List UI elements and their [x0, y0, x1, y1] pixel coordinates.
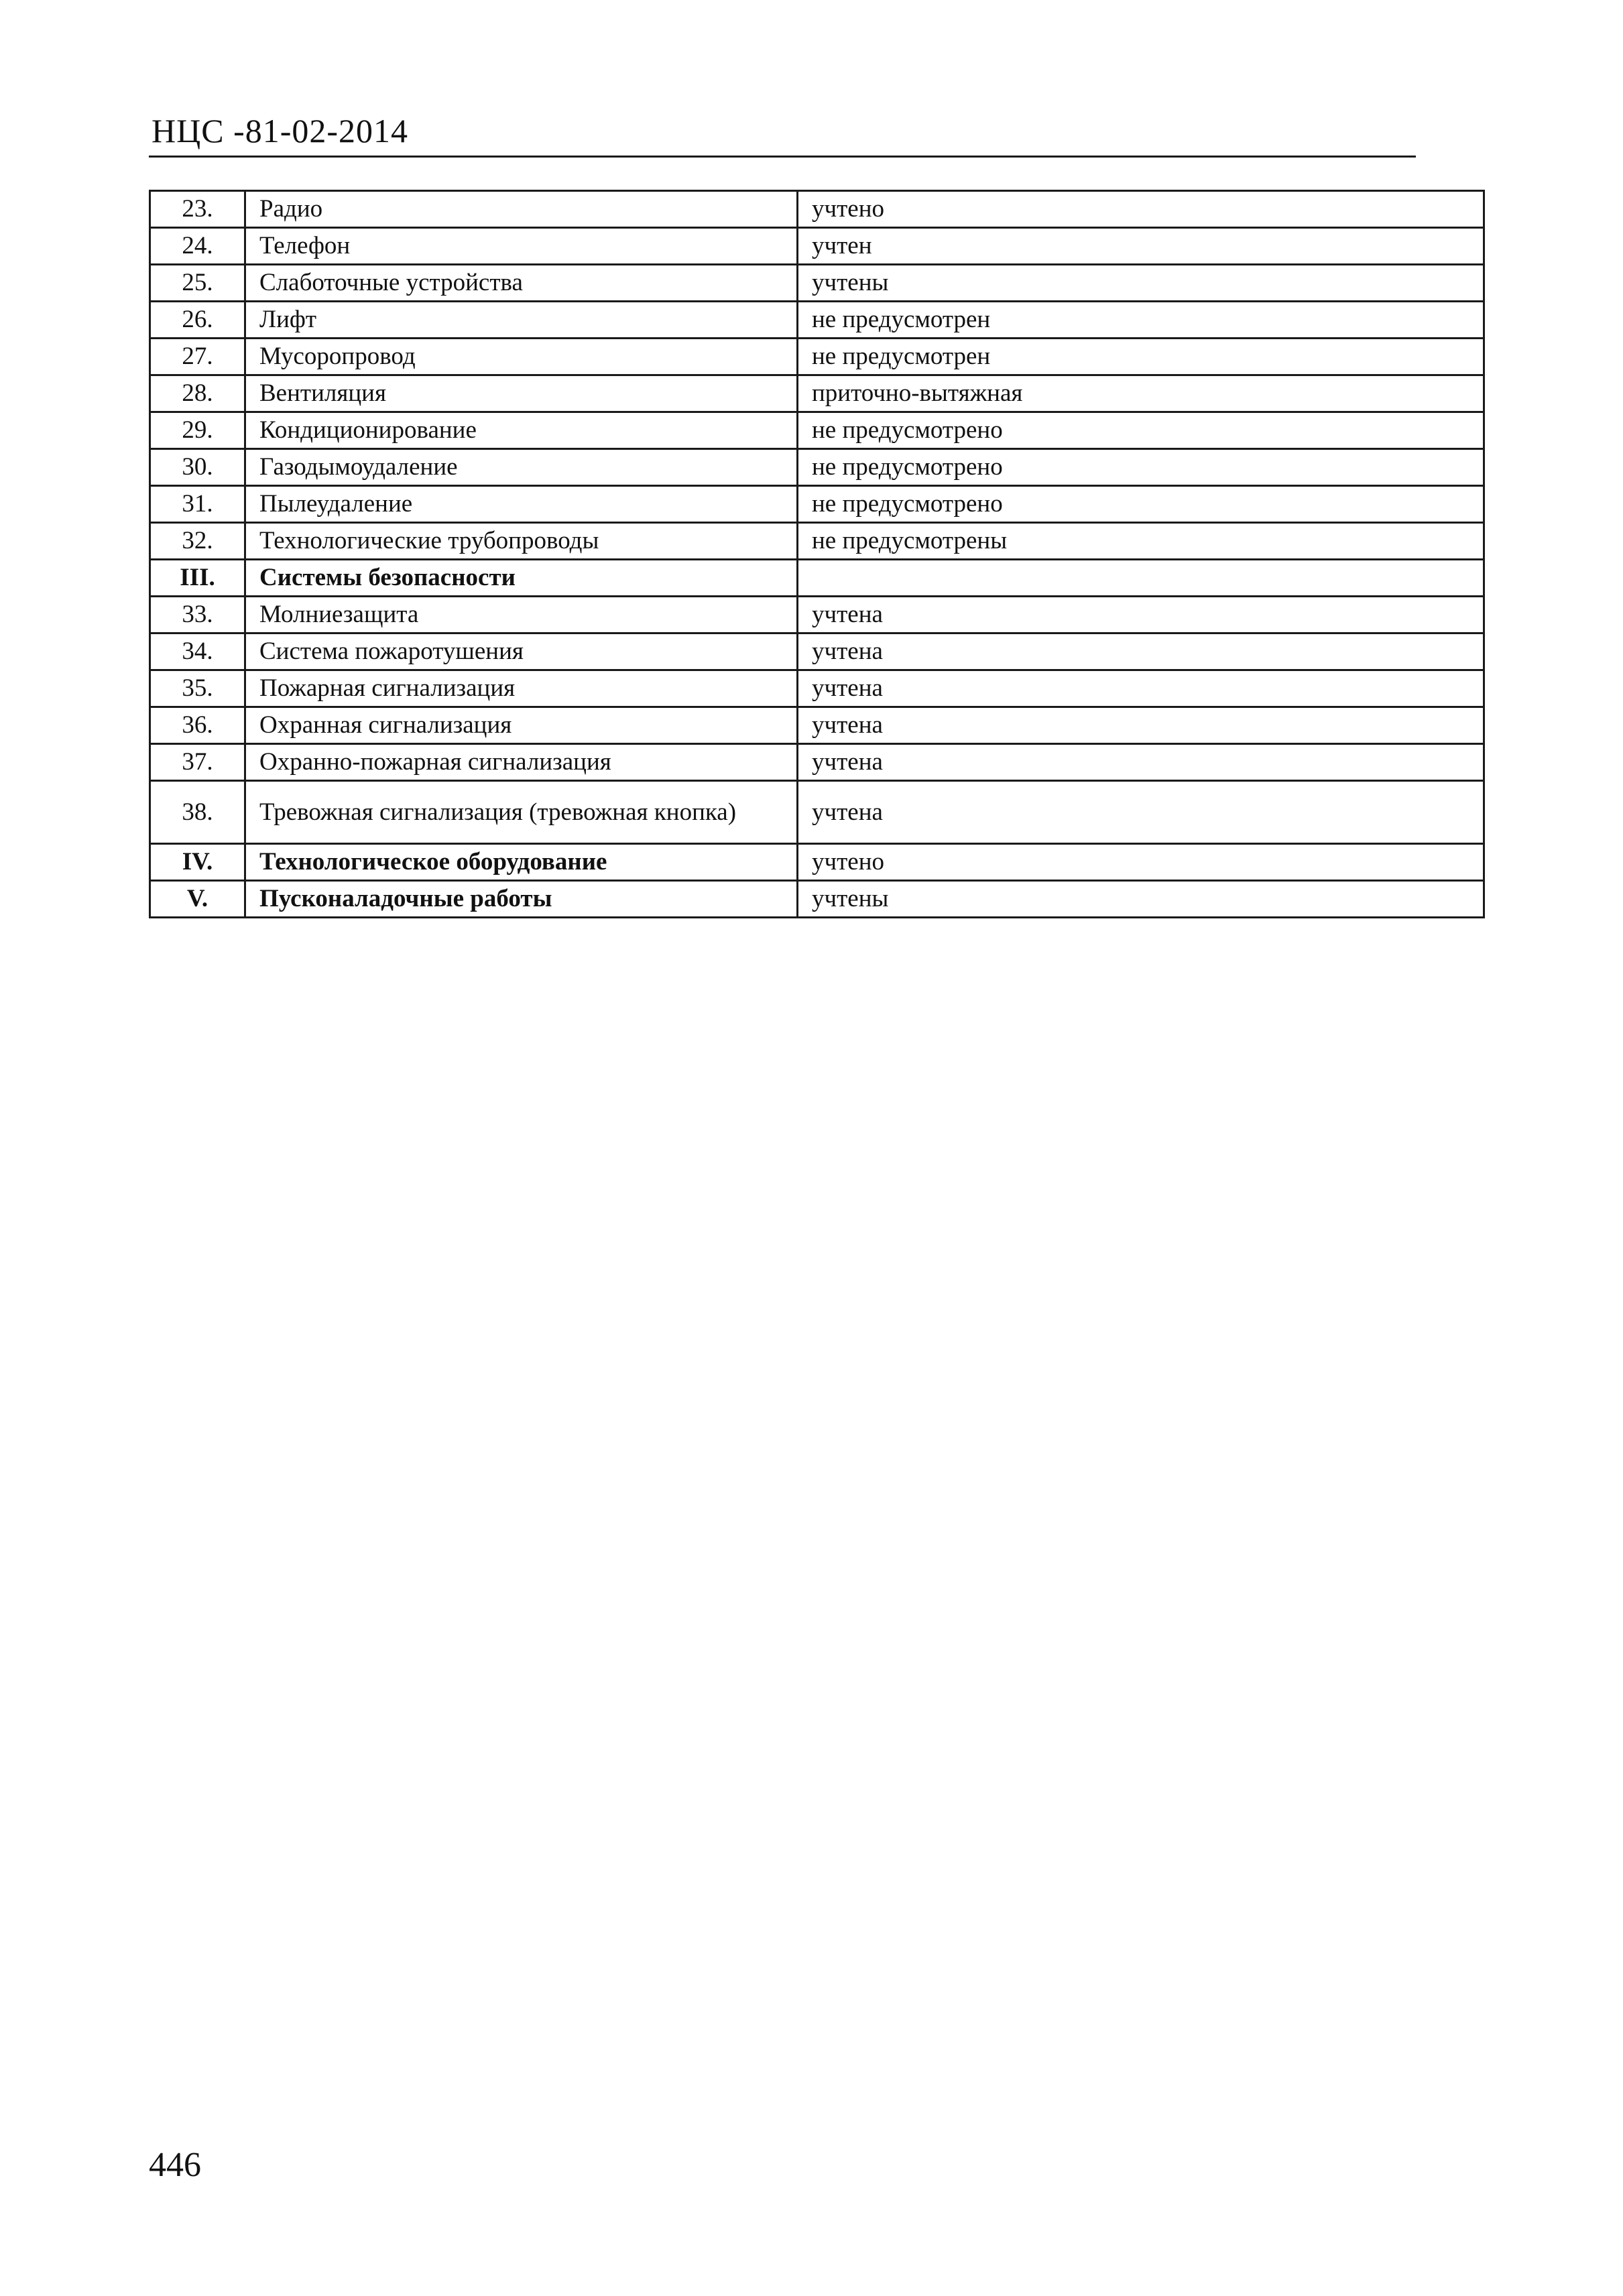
row-number: 27. [150, 339, 245, 375]
row-number: 30. [150, 449, 245, 486]
table-row [150, 707, 1484, 744]
table-row [150, 633, 1484, 670]
row-name: Молниезащита [245, 597, 798, 633]
row-number: 28. [150, 375, 245, 412]
row-number: 36. [150, 707, 245, 744]
table-row [150, 449, 1484, 486]
row-number: 32. [150, 523, 245, 560]
specification-table-body [150, 191, 1484, 918]
row-status: не предусмотрены [798, 523, 1484, 560]
row-name: Пылеудаление [245, 486, 798, 523]
row-number: 24. [150, 228, 245, 265]
row-number: 38. [150, 781, 245, 844]
row-status: учтено [798, 844, 1484, 881]
section-title: Пусконаладочные работы [245, 881, 798, 918]
section-row [150, 844, 1484, 881]
row-number: 33. [150, 597, 245, 633]
row-number: 37. [150, 744, 245, 781]
row-name: Охранная сигнализация [245, 707, 798, 744]
table-row [150, 302, 1484, 339]
row-status: не предусмотрено [798, 486, 1484, 523]
row-number: 34. [150, 633, 245, 670]
row-status: учтена [798, 597, 1484, 633]
section-number: III. [150, 560, 245, 597]
row-status: учтена [798, 633, 1484, 670]
table-row [150, 265, 1484, 302]
row-name: Мусоропровод [245, 339, 798, 375]
row-number: 23. [150, 191, 245, 228]
document-code: НЦС -81-02-2014 [152, 112, 409, 149]
table-row [150, 670, 1484, 707]
table-row [150, 228, 1484, 265]
row-status: учтена [798, 744, 1484, 781]
section-number: V. [150, 881, 245, 918]
row-name: Телефон [245, 228, 798, 265]
table-row [150, 744, 1484, 781]
table-row [150, 375, 1484, 412]
row-status: учтена [798, 707, 1484, 744]
table-row [150, 781, 1484, 844]
table-row [150, 339, 1484, 375]
row-status: не предусмотрен [798, 302, 1484, 339]
specification-table [149, 190, 1485, 918]
table-row [150, 191, 1484, 228]
row-name: Пожарная сигнализация [245, 670, 798, 707]
row-status: учтена [798, 781, 1484, 844]
row-name: Технологические трубопроводы [245, 523, 798, 560]
row-number: 29. [150, 412, 245, 449]
row-number: 25. [150, 265, 245, 302]
page-number: 446 [149, 2146, 201, 2184]
row-status: не предусмотрено [798, 412, 1484, 449]
row-status: учтена [798, 670, 1484, 707]
row-status: учтены [798, 881, 1484, 918]
row-number: 31. [150, 486, 245, 523]
page-header [149, 107, 1416, 158]
row-status [798, 560, 1484, 597]
table-row [150, 523, 1484, 560]
section-row [150, 881, 1484, 918]
row-number: 26. [150, 302, 245, 339]
row-name: Охранно-пожарная сигнализация [245, 744, 798, 781]
section-title: Технологическое оборудование [245, 844, 798, 881]
row-name: Тревожная сигнализация (тревожная кнопка) [245, 781, 798, 844]
row-name: Газодымоудаление [245, 449, 798, 486]
row-name: Система пожаротушения [245, 633, 798, 670]
section-number: IV. [150, 844, 245, 881]
table-row [150, 412, 1484, 449]
row-status: не предусмотрено [798, 449, 1484, 486]
row-status: не предусмотрен [798, 339, 1484, 375]
row-status: приточно-вытяжная [798, 375, 1484, 412]
row-status: учтено [798, 191, 1484, 228]
row-name: Лифт [245, 302, 798, 339]
row-name: Слаботочные устройства [245, 265, 798, 302]
section-row [150, 560, 1484, 597]
table-row [150, 486, 1484, 523]
row-name: Радио [245, 191, 798, 228]
section-title: Системы безопасности [245, 560, 798, 597]
row-name: Кондиционирование [245, 412, 798, 449]
row-status: учтены [798, 265, 1484, 302]
row-number: 35. [150, 670, 245, 707]
table-row [150, 597, 1484, 633]
row-name: Вентиляция [245, 375, 798, 412]
row-status: учтен [798, 228, 1484, 265]
